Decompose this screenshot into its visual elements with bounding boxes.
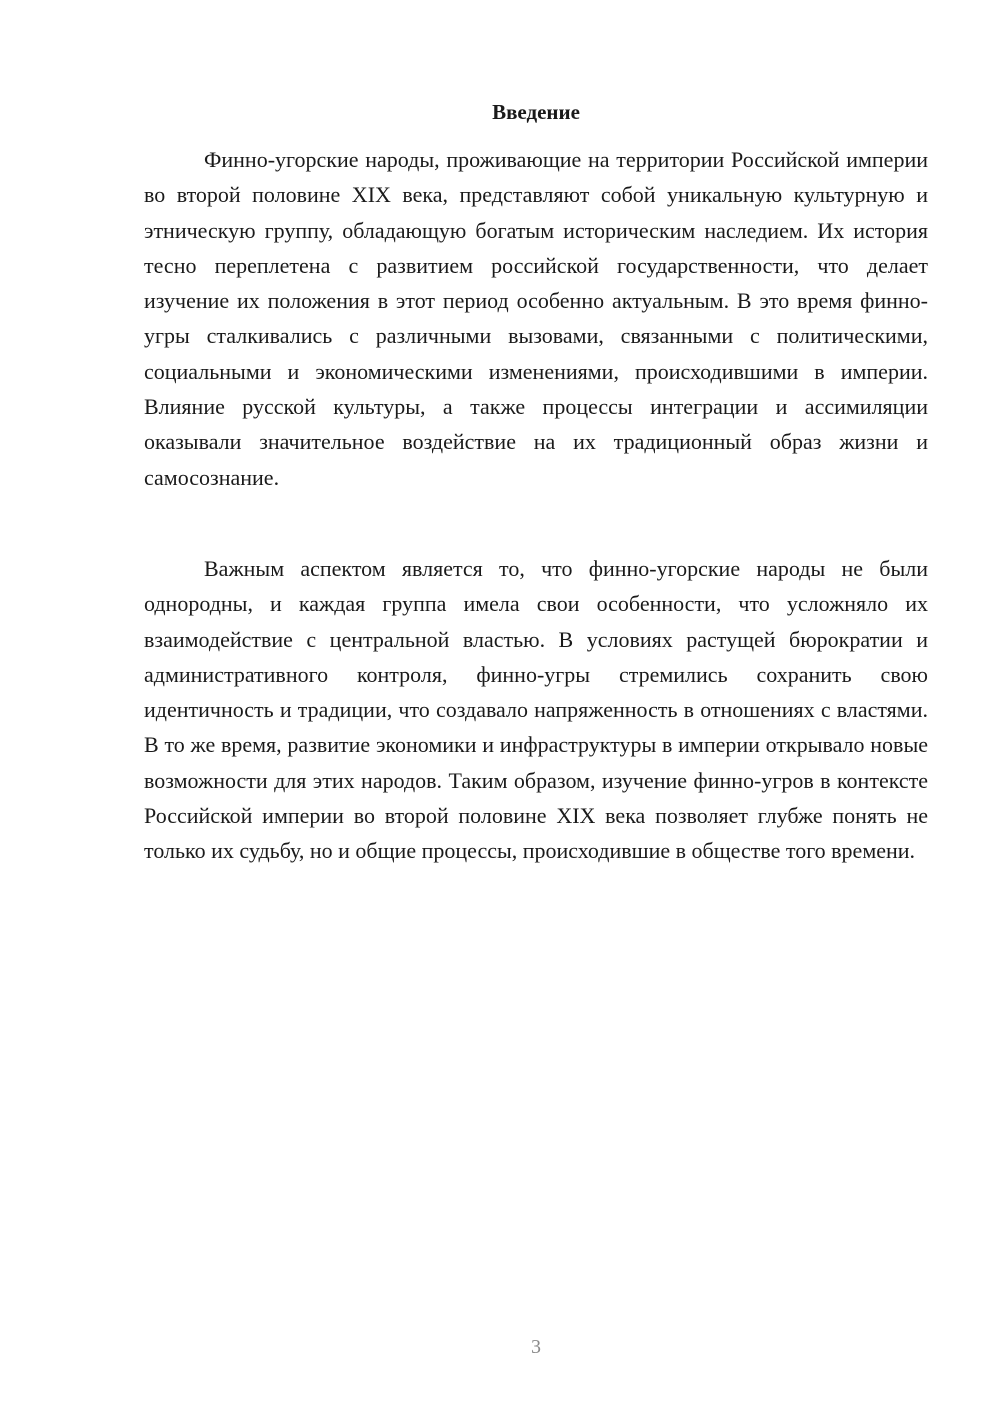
section-heading: Введение — [492, 100, 580, 124]
page-number: 3 — [531, 1336, 541, 1358]
body-paragraph-2: Важным аспектом является то, что финно-угорские народы не были однородны, и каждая группа имела свои особенности, что усложняло их взаимодействие с центральной властью. В условиях растущей бюрократии и административного контроля, финно-угры стремились сохранить свою идентичность и традиции, что создавало напряженность в отношениях с властями. В то же время, развитие экономики и инфраструктуры в империи открывало новые возможности для этих народов. Таким образом, изучение финно-угров в контексте Российской империи во второй половине XIX века позволяет глубже понять не только их судьбу, но и общие процессы, происходившие в обществе того времени. — [144, 556, 928, 864]
body-paragraph-1: Финно-угорские народы, проживающие на территории Российской империи во второй половине XIX века, представляют собой уникальную культурную и этническую группу, обладающую богатым историческим наследием. Их история тесно переплетена с развитием российской государственности, что делает изучение их положения в этот период особенно актуальным. В это время финно-угры сталкивались с различными вызовами, связанными с политическими, социальными и экономическими изменениями, происходившими в империи. Влияние русской культуры, а также процессы интеграции и ассимиляции оказывали значительное воздействие на их традиционный образ жизни и самосознание. — [144, 147, 928, 490]
